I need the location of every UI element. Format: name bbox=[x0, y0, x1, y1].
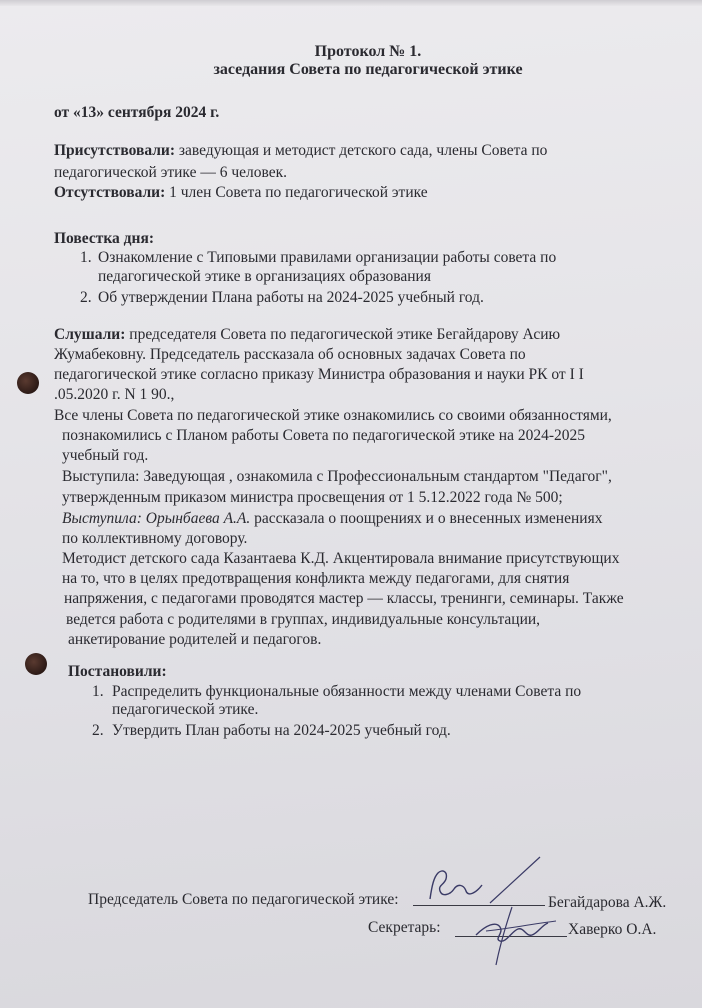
agenda-label: Повестка дня: bbox=[54, 230, 154, 247]
agenda-item-number: 2. bbox=[80, 289, 92, 306]
speaker2-label: Выступила: Орынбаева А.А. bbox=[62, 510, 251, 527]
decision-item-1-line-1: Распределить функциональные обязанности между членами Совета по bbox=[112, 683, 582, 700]
decision-item-1-line-2: педагогической этике. bbox=[112, 701, 259, 718]
hearing-text: председателя Совета по педагогической этике Бегайдарову Асию bbox=[125, 326, 561, 343]
methodist-line-2: на то, что в целях предотвращения конфликта между педагогами, для снятия bbox=[62, 570, 570, 587]
absent-line bbox=[54, 183, 428, 202]
chair-label: Председатель Совета по педагогической этике: bbox=[88, 891, 399, 908]
document-subtitle: заседания Совета по педагогической этике bbox=[213, 61, 523, 78]
hearing-line-1 bbox=[54, 325, 560, 344]
speaker2-text: рассказала о поощрениях и о внесенных изменениях bbox=[250, 510, 603, 527]
decision-item-number: 1. bbox=[92, 683, 104, 700]
methodist-line-1: Методист детского сада Казантаева К.Д. Акцентировала внимание присутствующих bbox=[62, 550, 620, 567]
decision-label: Постановили: bbox=[68, 663, 167, 680]
agenda-item-1-line-1: Ознакомление с Типовыми правилами организации работы совета по bbox=[98, 249, 557, 266]
agenda-item-1-line-2: педагогической этике в организациях образования bbox=[98, 268, 431, 285]
hearing-line-9: утвержденным приказом министра просвещения от 1 5.12.2022 года № 500; bbox=[62, 489, 563, 506]
document-title: Протокол № 1. bbox=[314, 43, 422, 60]
secretary-signature bbox=[466, 895, 566, 970]
agenda-item-number: 1. bbox=[80, 249, 92, 266]
hearing-line-5: Все члены Совета по педагогической этике ознакомились со своими обязанностями, bbox=[54, 407, 612, 424]
decision-item-2-line-1: Утвердить План работы на 2024-2025 учебный год. bbox=[112, 722, 451, 739]
methodist-line-3: напряжения, с педагогами проводятся мастер — классы, тренинги, семинары. Также bbox=[64, 590, 624, 607]
absent-text: 1 член Совета по педагогической этике bbox=[165, 184, 428, 201]
present-label: Присутствовали: bbox=[54, 142, 176, 159]
methodist-line-5: анкетирование родителей и педагогов. bbox=[68, 631, 322, 648]
speaker2-line bbox=[62, 509, 602, 528]
punch-hole bbox=[17, 372, 39, 394]
chair-name: Бегайдарова А.Ж. bbox=[548, 894, 667, 911]
present-line-2: педагогической этике — 6 человек. bbox=[54, 164, 288, 181]
decision-item-number: 2. bbox=[92, 722, 104, 739]
hearing-line-6: познакомились с Планом работы Совета по педагогической этике на 2024-2025 bbox=[62, 427, 585, 444]
hearing-line-4: .05.2020 г. N 1 90., bbox=[54, 386, 175, 403]
hearing-line-3: педагогической этике согласно приказу Министра образования и науки РК от I I bbox=[54, 366, 584, 383]
paper-top-edge bbox=[0, 0, 702, 6]
methodist-line-4: ведется работа с родителями в группах, индивидуальные консультации, bbox=[66, 611, 541, 628]
agenda-item-2-line-1: Об утверждении Плана работы на 2024-2025 учебный год. bbox=[98, 289, 484, 306]
hearing-line-2: Жумабековну. Председатель рассказала об основных задачах Совета по bbox=[54, 346, 526, 363]
hearing-label: Слушали: bbox=[54, 326, 126, 343]
absent-label: Отсутствовали: bbox=[54, 184, 166, 201]
meeting-date: от «13» сентября 2024 г. bbox=[54, 104, 220, 121]
secretary-label: Секретарь: bbox=[368, 919, 441, 936]
present-text: заведующая и методист детского сада, члены Совета по bbox=[175, 142, 548, 159]
speaker2-line-2: по коллективному договору. bbox=[62, 530, 248, 547]
punch-hole bbox=[25, 653, 47, 675]
hearing-line-8: Выступила: Заведующая , ознакомила с Профессиональным стандартом "Педагог", bbox=[62, 468, 612, 485]
hearing-line-7: учебный год. bbox=[62, 447, 149, 464]
present-line bbox=[54, 141, 547, 160]
secretary-name: Хаверко О.А. bbox=[568, 921, 657, 938]
